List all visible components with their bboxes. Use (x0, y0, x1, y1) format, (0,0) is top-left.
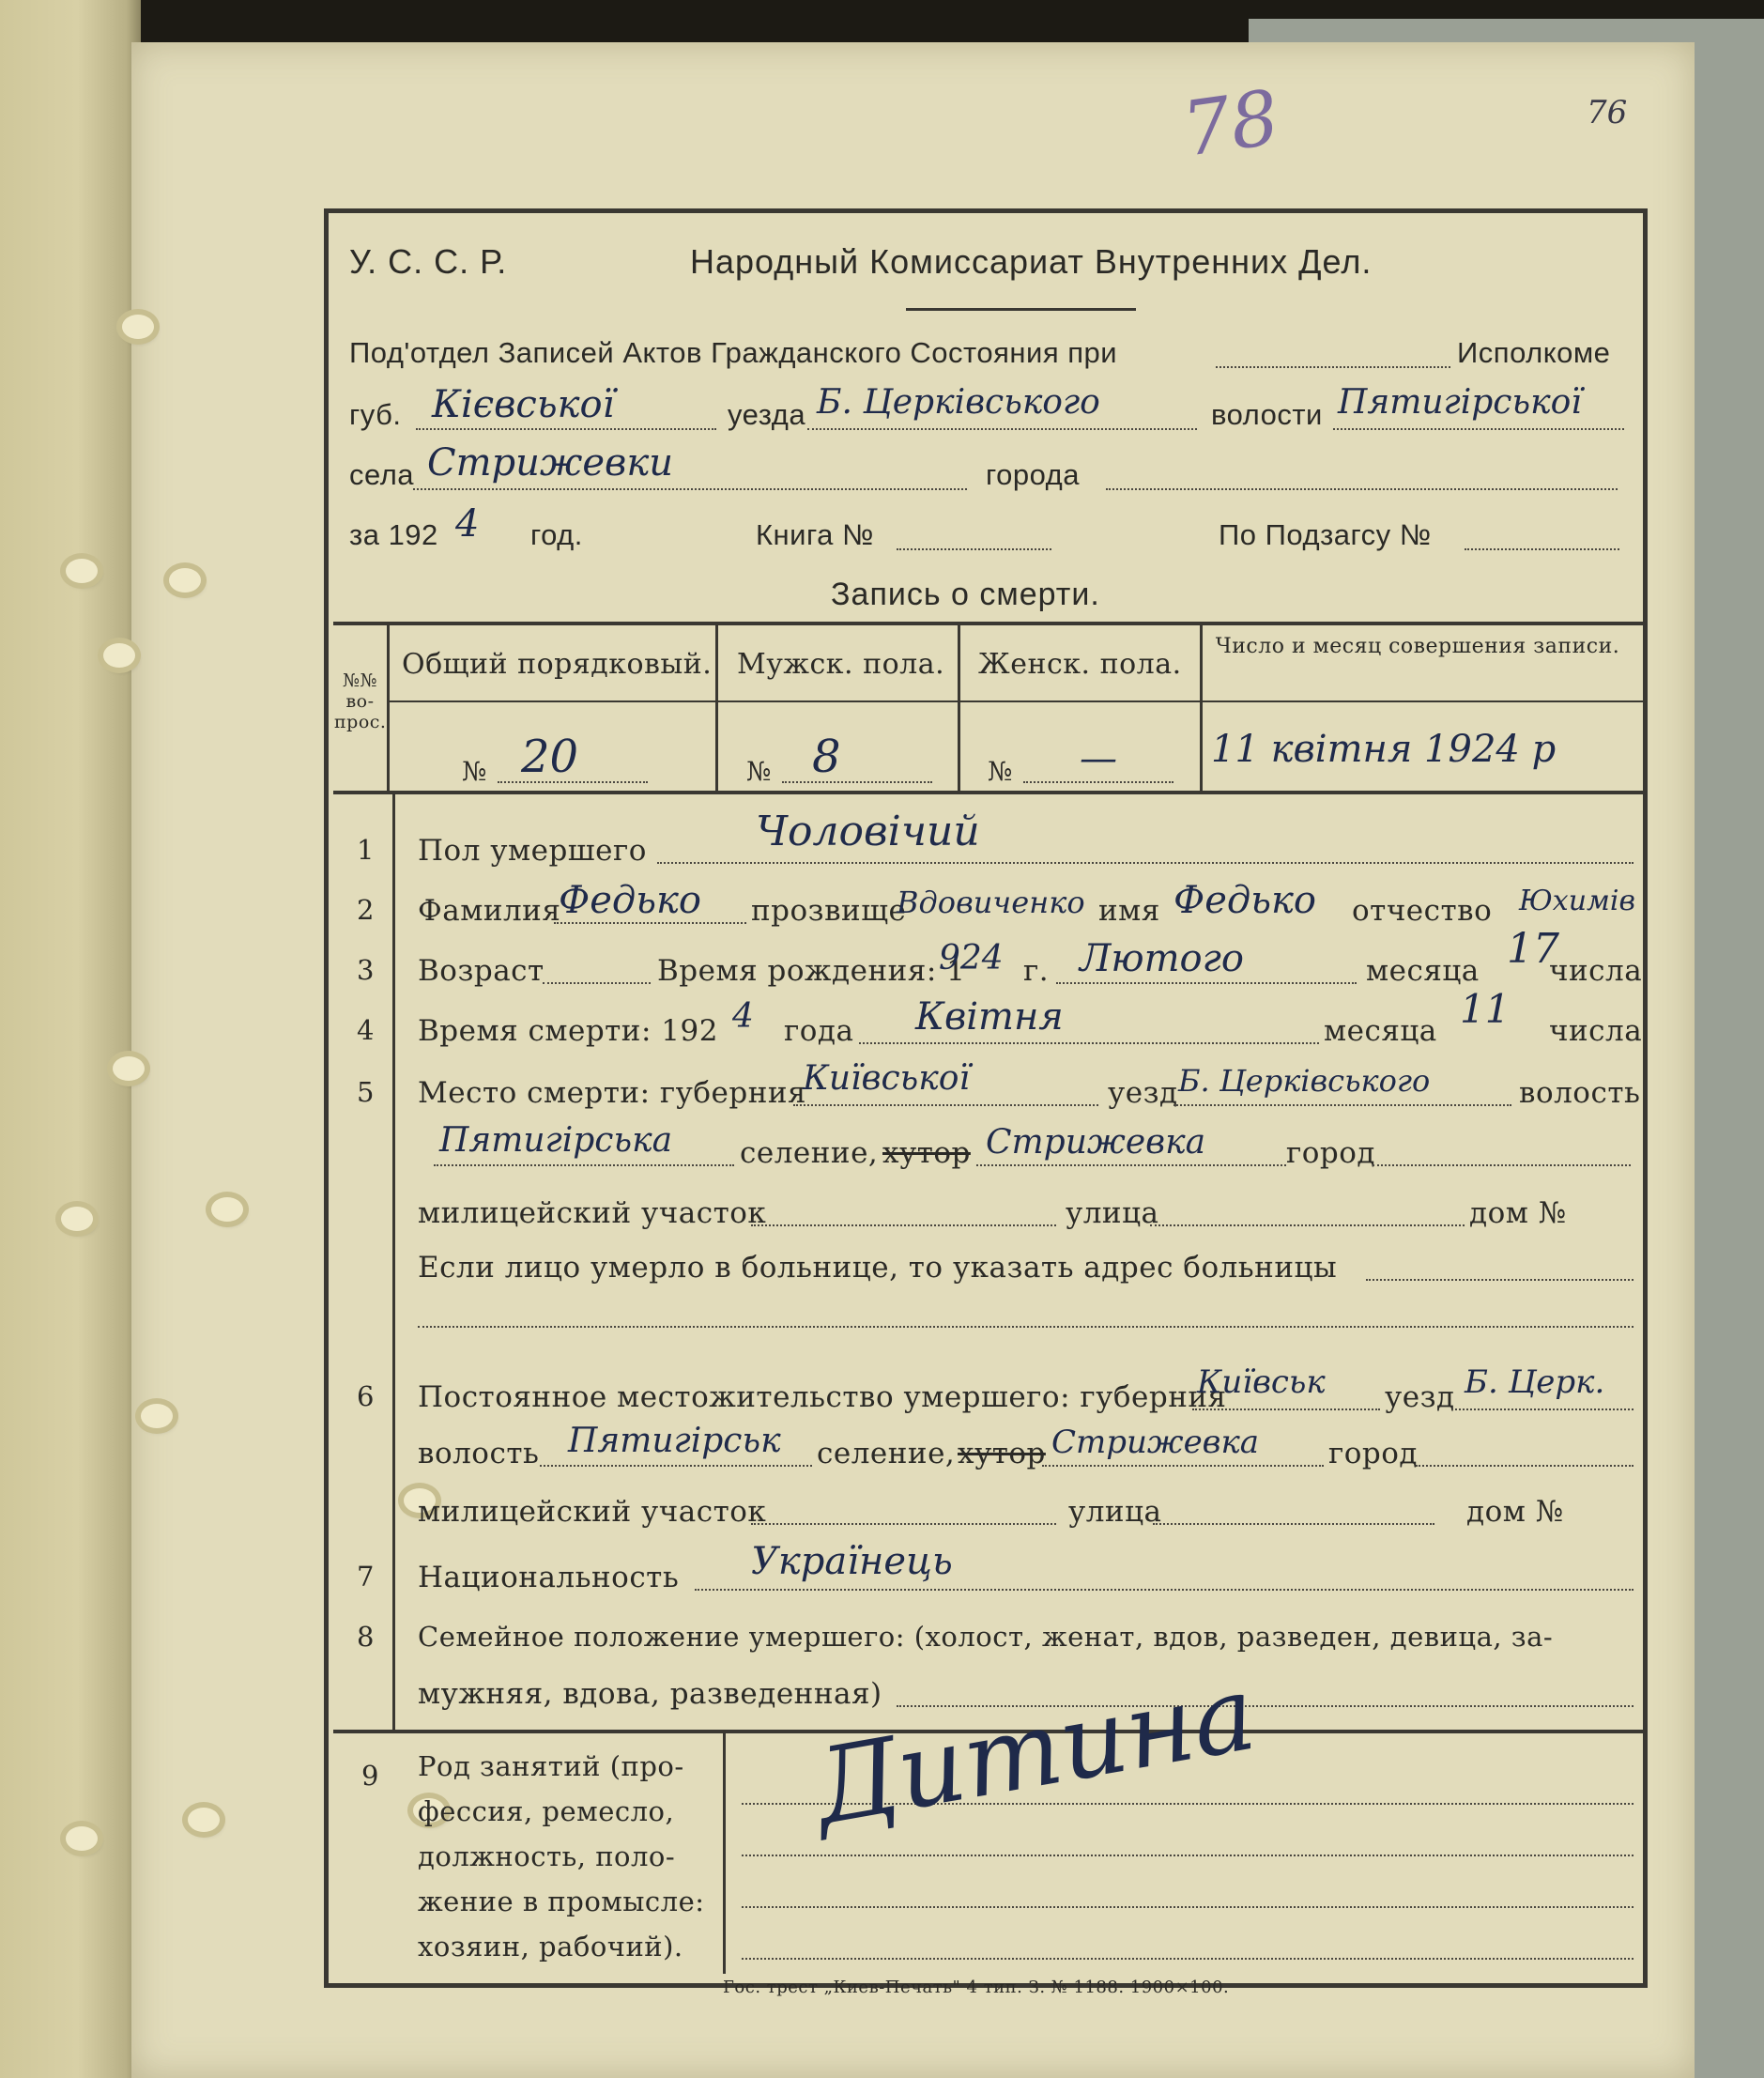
surname-value: Федько (559, 879, 701, 922)
ispolkom-label: Исполкоме (1457, 336, 1611, 369)
occupation-label-line: должность, поло- (418, 1840, 676, 1872)
nickname-value: Вдовиченко (897, 885, 1085, 920)
blank-line (1042, 1465, 1324, 1467)
death-militia-label: милицейский участок (418, 1196, 767, 1230)
blank-line (793, 1104, 1098, 1106)
row-number: 9 (361, 1760, 379, 1792)
gorod-label: города (986, 458, 1080, 491)
blank-line (543, 982, 651, 984)
birth-year-value: 924 (939, 939, 1004, 977)
marital-label: Семейное положение умершего: (холост, женат, вдов, разведен, девица, за- (418, 1621, 1554, 1653)
birth-day-label: числа (1549, 954, 1643, 988)
age-label: Возраст (418, 954, 545, 988)
death-day-label: числа (1549, 1014, 1643, 1048)
order-value: 20 (521, 731, 579, 783)
residence-khutor-label: хутор (958, 1437, 1046, 1470)
death-selo-value: Стрижевка (986, 1123, 1206, 1162)
blank-line (1153, 1523, 1434, 1525)
blank-line (1023, 781, 1173, 783)
blank-line (807, 428, 1197, 430)
blank-line (742, 1855, 1634, 1856)
death-gorod-label: город (1286, 1136, 1376, 1170)
nationality-value: Українець (751, 1540, 953, 1583)
marital-label-continued: мужняя, вдова, разведенная) (418, 1677, 882, 1711)
death-day-value: 11 (1460, 986, 1511, 1032)
book-label: Книга № (756, 518, 874, 551)
occupation-label-line: хозяин, рабочий). (418, 1931, 683, 1963)
blank-line (859, 1042, 1319, 1044)
residence-volost-label: волость (418, 1437, 540, 1470)
surname-label: Фамилия (418, 894, 561, 928)
blank-line (742, 1906, 1634, 1908)
residence-selo-label: селение, (817, 1437, 956, 1470)
blank-line (1465, 548, 1619, 550)
patronymic-value: Юхимів (1519, 885, 1635, 917)
occupation-label-line: Род занятий (про- (418, 1750, 684, 1782)
col-question-number: №№ во-прос. (334, 670, 387, 732)
gub-value: Кієвської (432, 383, 615, 426)
blank-line (1366, 1279, 1634, 1281)
birth-label: Время рождения: 1 (657, 954, 966, 988)
nickname-label: прозвище (751, 894, 907, 928)
female-value: — (1080, 737, 1117, 780)
blank-line (976, 1164, 1286, 1166)
blank-line (1216, 366, 1450, 368)
blank-line (416, 428, 716, 430)
blank-line (413, 488, 967, 490)
col-date: Число и месяц совершения записи. (1215, 635, 1620, 658)
order-prefix: № (462, 756, 487, 787)
number-column-divider (392, 794, 395, 1733)
patronymic-label: отчество (1352, 894, 1493, 928)
volost-value: Пятигірської (1338, 383, 1582, 422)
podzagsu-label: По Подзагсу № (1219, 518, 1432, 551)
name-label: имя (1098, 894, 1160, 928)
punch-hole (141, 1404, 173, 1428)
death-label: Время смерти: 192 (418, 1014, 718, 1048)
selo-value: Стрижевки (427, 441, 673, 485)
row-number: 6 (357, 1380, 375, 1412)
male-value: 8 (812, 731, 841, 783)
blank-line (897, 548, 1051, 550)
blank-line (1056, 982, 1357, 984)
table-rule (333, 791, 1643, 794)
death-street-label: улица (1066, 1196, 1159, 1230)
blank-line (751, 1224, 1056, 1226)
death-house-label: дом № (1469, 1196, 1567, 1230)
occupation-label-line: фессия, ремесло, (418, 1795, 675, 1827)
punch-hole (113, 1056, 145, 1081)
residence-volost-value: Пятигірськ (568, 1422, 781, 1460)
residence-uezd-label: уезд (1385, 1380, 1455, 1414)
blank-line (1455, 1408, 1634, 1410)
death-month-label: месяца (1324, 1014, 1437, 1048)
col-order: Общий порядковый. (402, 648, 713, 681)
occupation-label-line: жение в промысле: (418, 1886, 705, 1917)
sex-label: Пол умершего (418, 834, 647, 868)
table-rule (333, 622, 1643, 625)
blank-line (1373, 1164, 1631, 1166)
row-number: 7 (357, 1561, 375, 1593)
death-volost-label: волость (1519, 1076, 1641, 1110)
selo-label: села (349, 458, 415, 491)
blank-line (1192, 1408, 1380, 1410)
blank-line (742, 1958, 1634, 1960)
punch-hole (61, 1207, 93, 1231)
occupation-value: Дитина (805, 1652, 1265, 1848)
residence-house-label: дом № (1466, 1495, 1564, 1529)
birth-month-label: месяца (1366, 954, 1480, 988)
blank-line (695, 1589, 1634, 1591)
table-rule (390, 700, 1643, 702)
uezd-value: Б. Церківського (817, 383, 1100, 422)
blank-line (1106, 488, 1618, 490)
subdept-label: Под'отдел Записей Актов Гражданского Состояния при (349, 336, 1118, 369)
death-khutor-label: хутор (882, 1136, 971, 1170)
blank-line (554, 922, 746, 924)
row-number: 1 (357, 834, 375, 866)
blank-line (1333, 428, 1624, 430)
death-uezd-label: уезд (1108, 1076, 1178, 1110)
birth-day-value: 17 (1507, 925, 1559, 973)
date-value: 11 квітня 1924 р (1211, 728, 1557, 771)
blank-line (751, 1523, 1056, 1525)
death-gub-value: Київської (803, 1059, 970, 1098)
blank-line (1416, 1465, 1634, 1467)
residence-gorod-label: город (1328, 1437, 1419, 1470)
death-month-value: Квітня (915, 995, 1064, 1039)
death-volost-value: Пятигірська (439, 1121, 673, 1160)
ussr-label: У. С. С. Р. (349, 242, 508, 281)
punch-hole (169, 568, 201, 593)
table-col (958, 623, 960, 793)
hospital-label: Если лицо умерло в больнице, то указать адрес больницы (418, 1251, 1338, 1285)
blank-line (1173, 1104, 1511, 1106)
left-page-edge (0, 0, 141, 2078)
commissariat-title: Народный Комиссариат Внутренних Дел. (690, 242, 1373, 281)
residence-militia-label: милицейский участок (418, 1495, 767, 1529)
blank-line (434, 1164, 734, 1166)
punch-hole (66, 559, 98, 583)
blank-line (1150, 1224, 1465, 1226)
death-year-label: года (784, 1014, 854, 1048)
death-year-value: 4 (732, 997, 754, 1036)
god-label: год. (530, 518, 583, 551)
year-value: 4 (455, 502, 480, 546)
punch-hole (122, 315, 154, 339)
death-selo-label: селение, (740, 1136, 879, 1170)
occupation-divider (723, 1732, 726, 1974)
gub-label: губ. (349, 398, 402, 431)
punch-hole (66, 1826, 98, 1851)
punch-hole (103, 643, 135, 668)
residence-selo-value: Стрижевка (1051, 1424, 1260, 1461)
page-number: 76 (1587, 94, 1628, 131)
nationality-label: Национальность (418, 1561, 680, 1594)
name-value: Федько (1173, 879, 1316, 922)
row-number: 2 (357, 894, 375, 926)
printer-imprint: Гос. трест „Киев-Печать" 4 тип. З. № 1188. 1900×100. (723, 1978, 1230, 1997)
col-female: Женск. пола. (978, 648, 1182, 681)
residence-uezd-value: Б. Церк. (1465, 1363, 1605, 1401)
col-male: Мужск. пола. (737, 648, 945, 681)
residence-gub-value: Київськ (1197, 1363, 1326, 1401)
sex-value: Чоловічий (756, 808, 980, 855)
table-col (715, 623, 718, 793)
death-uezd-value: Б. Церківського (1178, 1063, 1431, 1099)
punch-hole (188, 1808, 220, 1832)
row-number: 5 (357, 1076, 375, 1108)
row-number: 3 (357, 954, 375, 986)
table-col (1200, 623, 1203, 793)
record-title: Запись о смерти. (831, 577, 1100, 612)
residence-label: Постоянное местожительство умершего: губерния (418, 1380, 1227, 1414)
blank-line (418, 1326, 1634, 1328)
archive-stamp-number: 78 (1177, 73, 1284, 174)
place-of-death-label: Место смерти: губерния (418, 1076, 807, 1110)
title-rule (906, 308, 1136, 311)
blank-line (540, 1465, 812, 1467)
residence-street-label: улица (1068, 1495, 1162, 1529)
volost-label: волости (1211, 398, 1323, 431)
row-number: 8 (357, 1621, 375, 1653)
uezd-label: уезда (728, 398, 806, 431)
blank-line (657, 862, 1634, 864)
male-prefix: № (746, 756, 772, 787)
table-col (387, 623, 390, 793)
birth-g-label: г. (1023, 954, 1050, 988)
year-label: за 192 (349, 518, 438, 551)
row-number: 4 (357, 1014, 375, 1046)
punch-hole (211, 1197, 243, 1222)
birth-month-value: Лютого (1080, 937, 1244, 980)
blank-line (782, 781, 932, 783)
female-prefix: № (988, 756, 1013, 787)
